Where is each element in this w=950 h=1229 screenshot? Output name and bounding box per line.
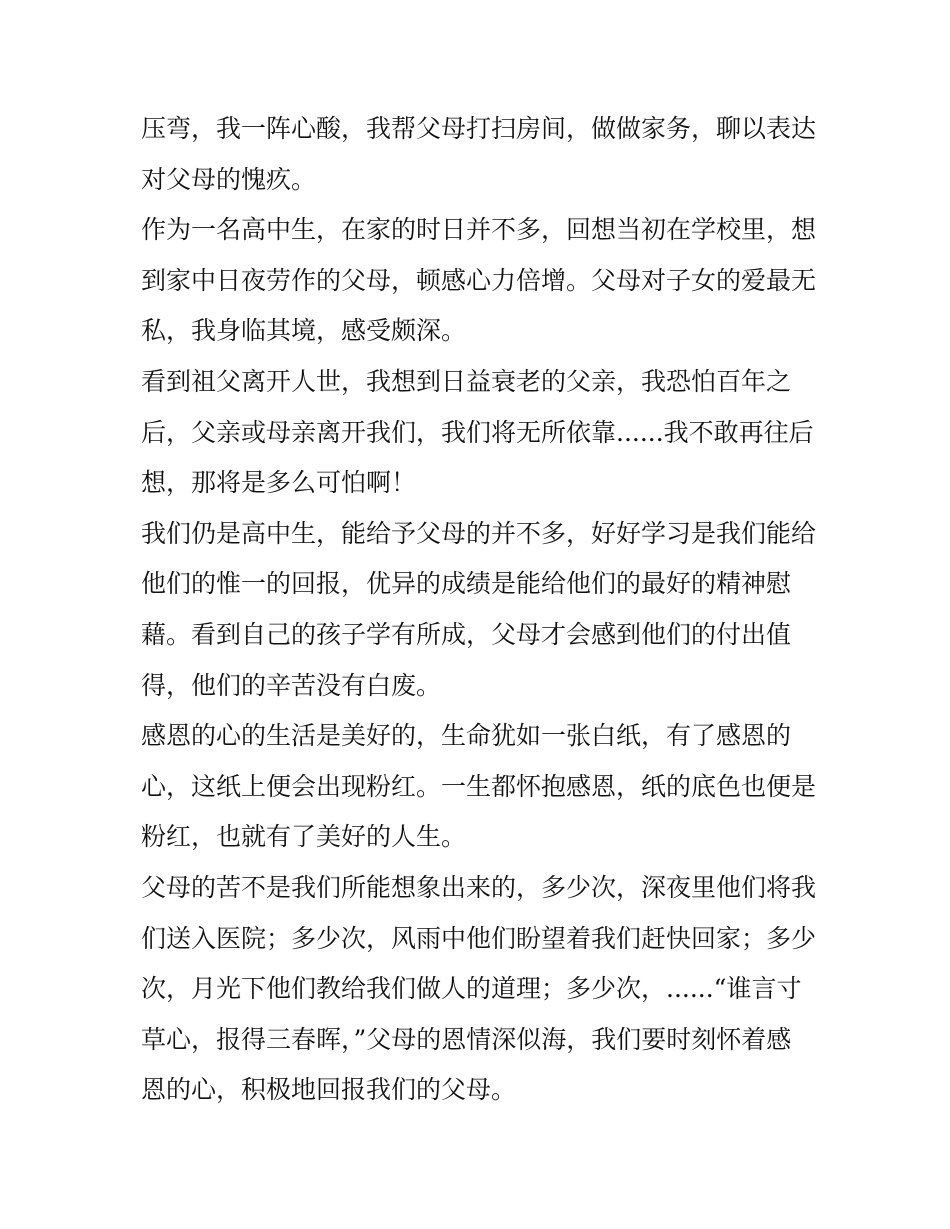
text-line: 他们的惟一的回报，优异的成绩是能给他们的最好的精神慰 <box>141 569 792 599</box>
text-line: 们送入医院；多少次，风雨中他们盼望着我们赶快回家；多少 <box>141 923 817 953</box>
paragraph <box>141 509 817 711</box>
text-line: 父母的苦不是我们所能想象出来的，多少次，深夜里他们将我 <box>141 872 817 902</box>
text-line: 得，他们的辛苦没有白废。 <box>141 670 442 700</box>
text-line: 粉红，也就有了美好的人生。 <box>141 822 467 852</box>
text-line: 作为一名高中生，在家的时日并不多，回想当初在学校里，想 <box>141 215 817 245</box>
text-line: 私，我身临其境，感受颇深。 <box>141 316 467 346</box>
text-line: 后，父亲或母亲离开我们，我们将无所依靠......我不敢再往后 <box>141 417 814 447</box>
text-line: 到家中日夜劳作的父母，顿感心力倍增。父母对子女的爱最无 <box>141 265 817 295</box>
text-line: 对父母的愧疚。 <box>141 164 317 194</box>
text-line: 感恩的心的生活是美好的，生命犹如一张白纸，有了感恩的 <box>141 721 792 751</box>
text-line: 恩的心，积极地回报我们的父母。 <box>141 1075 517 1105</box>
paragraph <box>141 104 817 205</box>
text-line: 想，那将是多么可怕啊！ <box>141 468 417 498</box>
text-line: 看到祖父离开人世，我想到日益衰老的父亲，我恐怕百年之 <box>141 366 792 396</box>
paragraph <box>141 863 817 1116</box>
text-line: 次，月光下他们教给我们做人的道理；多少次，......“谁言寸 <box>141 974 802 1004</box>
text-line: 藉。看到自己的孩子学有所成，父母才会感到他们的付出值 <box>141 619 792 649</box>
document-body <box>141 104 817 1116</box>
text-line: 我们仍是高中生，能给予父母的并不多，好好学习是我们能给 <box>141 518 817 548</box>
text-line: 心，这纸上便会出现粉红。一生都怀抱感恩，纸的底色也便是 <box>141 771 817 801</box>
paragraph <box>141 357 813 509</box>
text-line: 草心，报得三春晖，”父母的恩情深似海，我们要时刻怀着感 <box>141 1024 792 1054</box>
paragraph <box>141 205 817 357</box>
paragraph <box>141 711 817 863</box>
text-line: 压弯，我一阵心酸，我帮父母打扫房间，做做家务，聊以表达 <box>141 114 817 143</box>
